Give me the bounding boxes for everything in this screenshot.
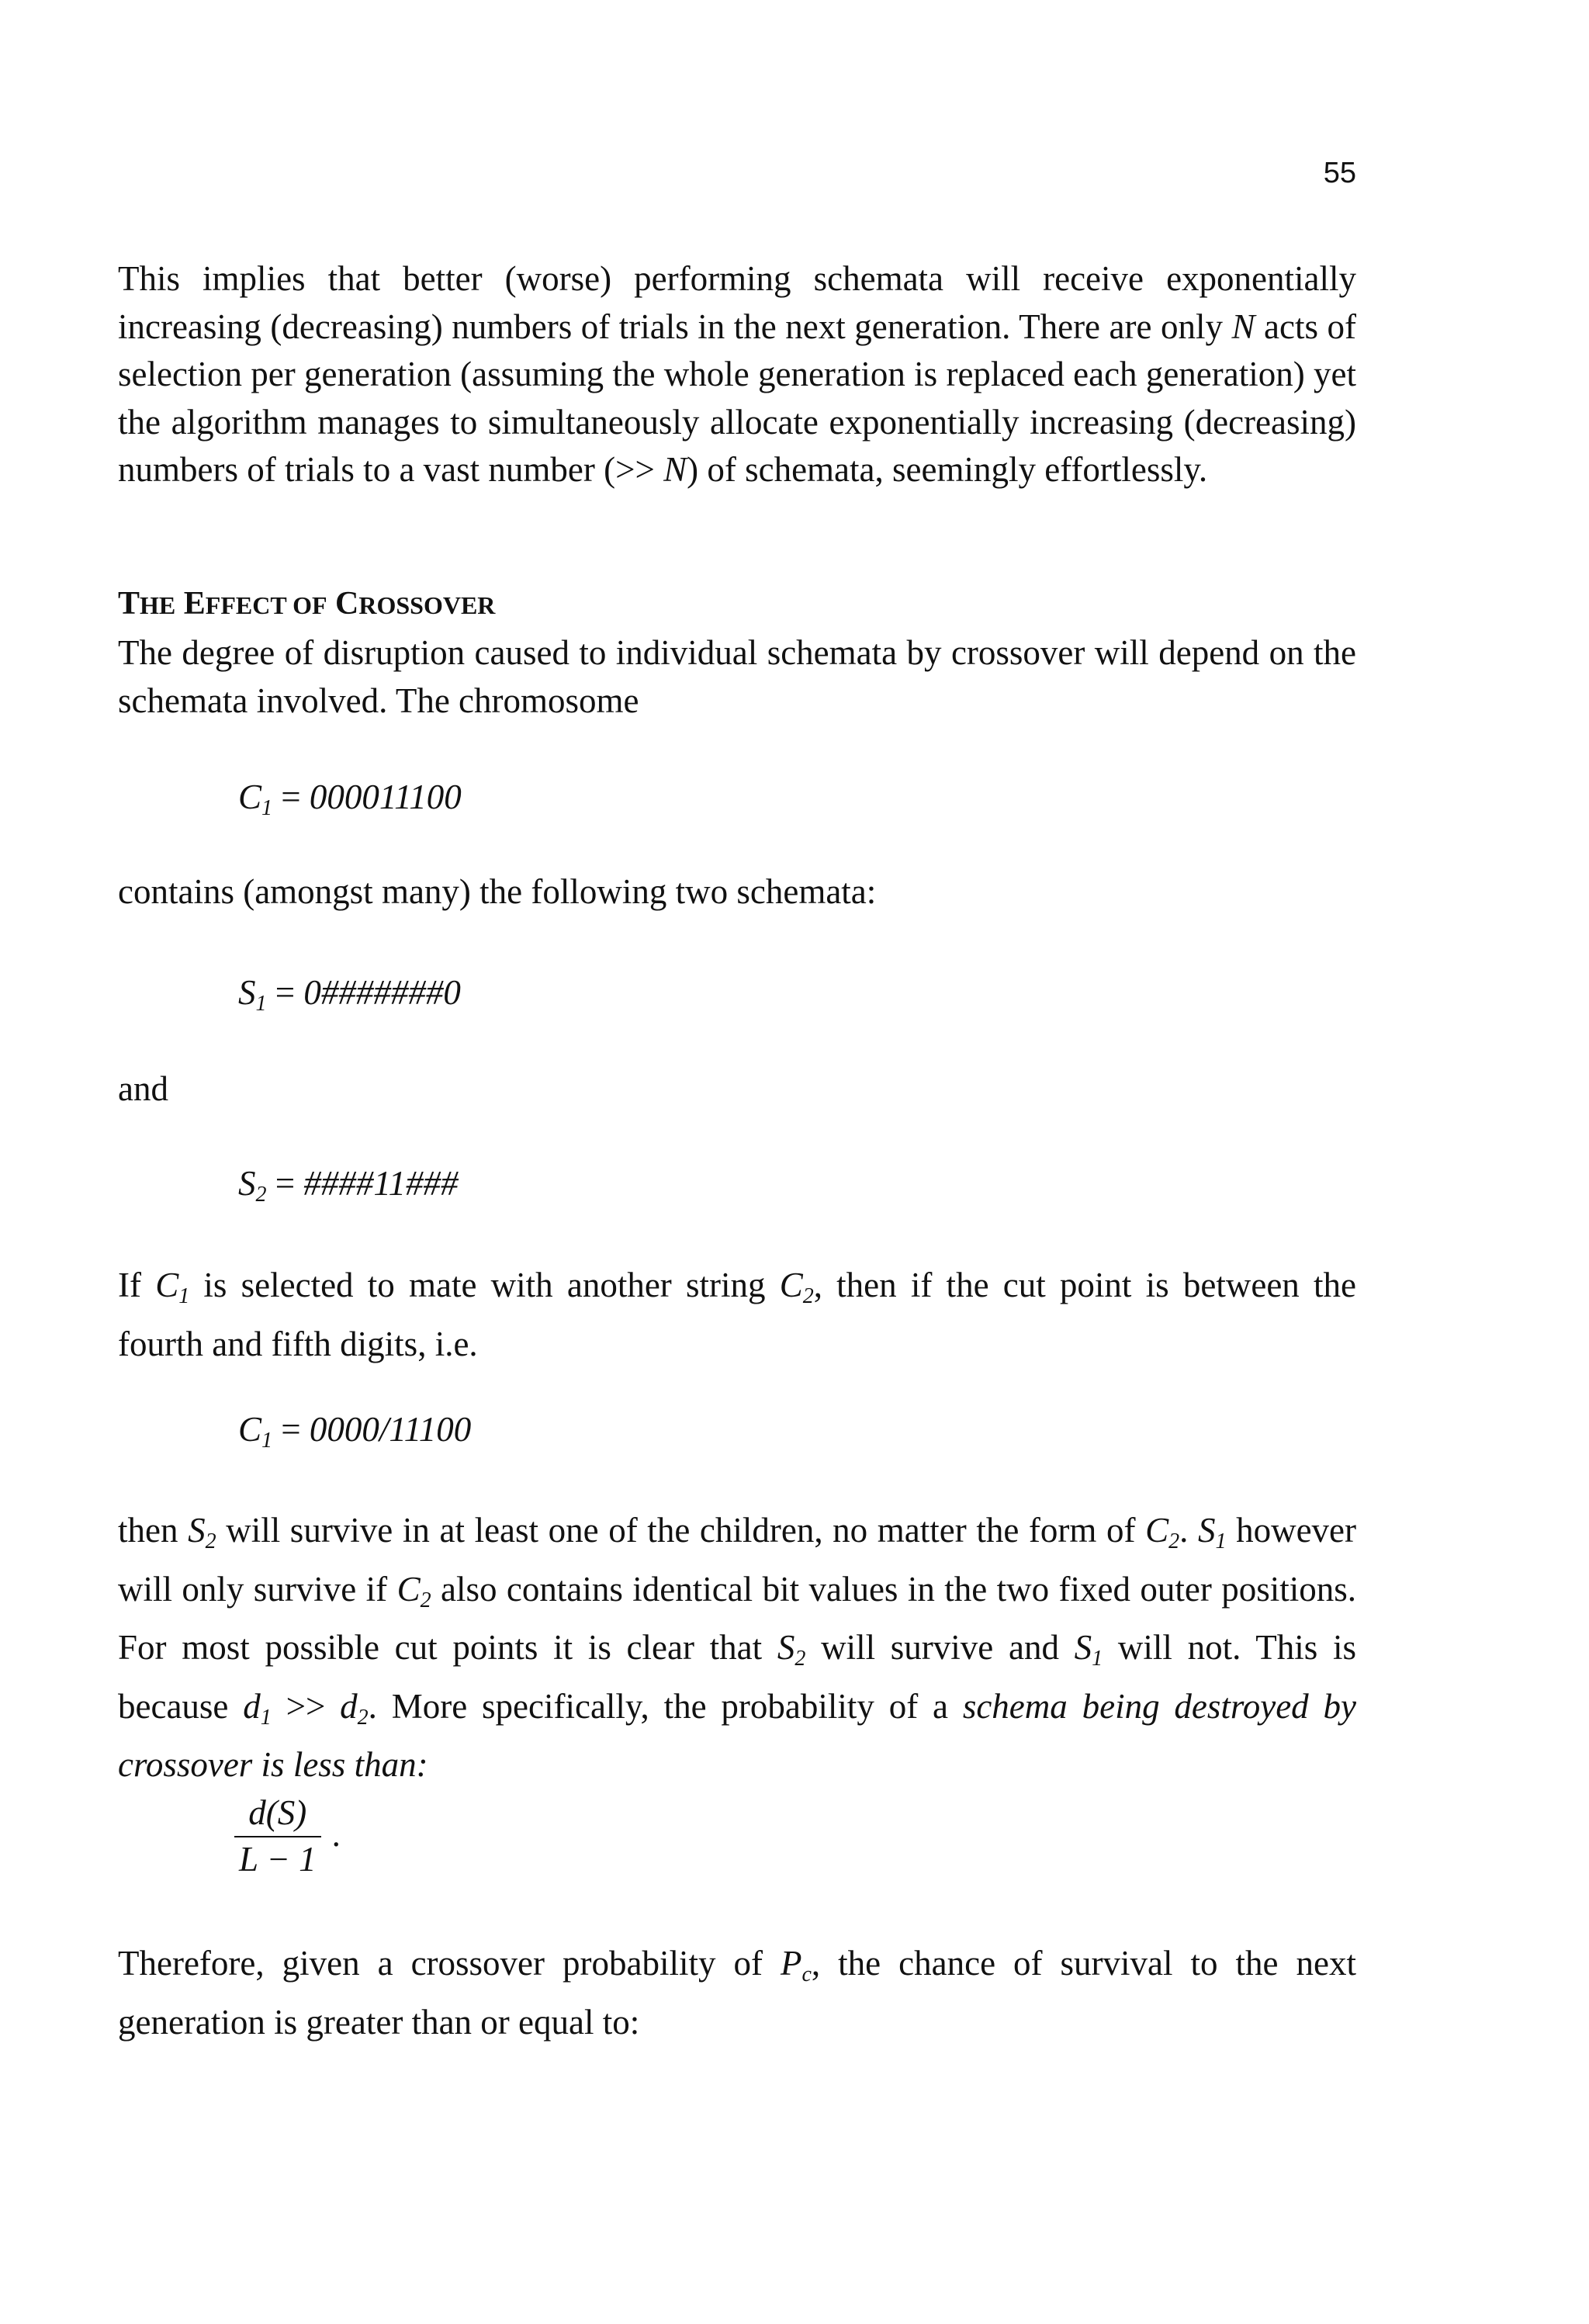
page-number: 55: [1323, 157, 1356, 189]
var-N: N: [663, 450, 687, 489]
section-heading: THE EFFECT OF CROSSOVER: [118, 586, 496, 622]
fraction-equation: [234, 1794, 341, 1879]
fraction-numerator: d(S): [248, 1793, 307, 1832]
and-line: and: [118, 1069, 168, 1108]
intro-paragraph: This implies that better (worse) performing schemata will receive exponentially increasing (decreasing) numbers of trials in the next generation. There are only N acts of selection per generation (assuming the whole generation is replaced each generation) yet the algorithm manages to simultaneously allocate exponentially increasing (decreasing) numbers of trials to a vast number (>> N) of schemata, seemingly effortlessly.: [118, 259, 1356, 489]
crossover-intro-paragraph: The degree of disruption caused to individual schemata by crossover will depend on the schemata involved. The chromosome: [118, 633, 1356, 720]
fraction-period: .: [331, 1814, 341, 1854]
var-N: N: [1231, 307, 1255, 346]
equation-s1: $S_1$ = 0#######0: [238, 973, 461, 1016]
therefore-paragraph: Therefore, given a crossover probability of $P_c$, the chance of survival to the next generation is greater than or equal to:: [118, 1944, 1356, 2042]
then-survive-paragraph: then $S_2$ will survive in at least one of the children, no matter the form of $C_2$. $S_1$ however will only survive if $C_2$ also contains identical bit values in the two fixed outer positions. For most possible cut points it is clear that $S_2$ will survive and $S_1$ will not. This is because $d_1 >> d_2$. More specifically, the probability of a schema being destroyed by crossover is less than:: [118, 1511, 1357, 1784]
equation-c1: $C_1 = 000011100$: [238, 778, 462, 820]
fraction-denominator: L − 1: [239, 1839, 317, 1879]
contains-line: contains (amongst many) the following two schemata:: [118, 872, 877, 911]
equation-s2: $S_2$ = ####11###: [238, 1164, 459, 1207]
equation-c1-cut: $C_1 = 0000/11100$: [238, 1410, 472, 1453]
if-selected-paragraph: If $C_1$ is selected to mate with another string $C_2$, then if the cut point is between the fourth and fifth digits, i.e.: [118, 1266, 1356, 1363]
